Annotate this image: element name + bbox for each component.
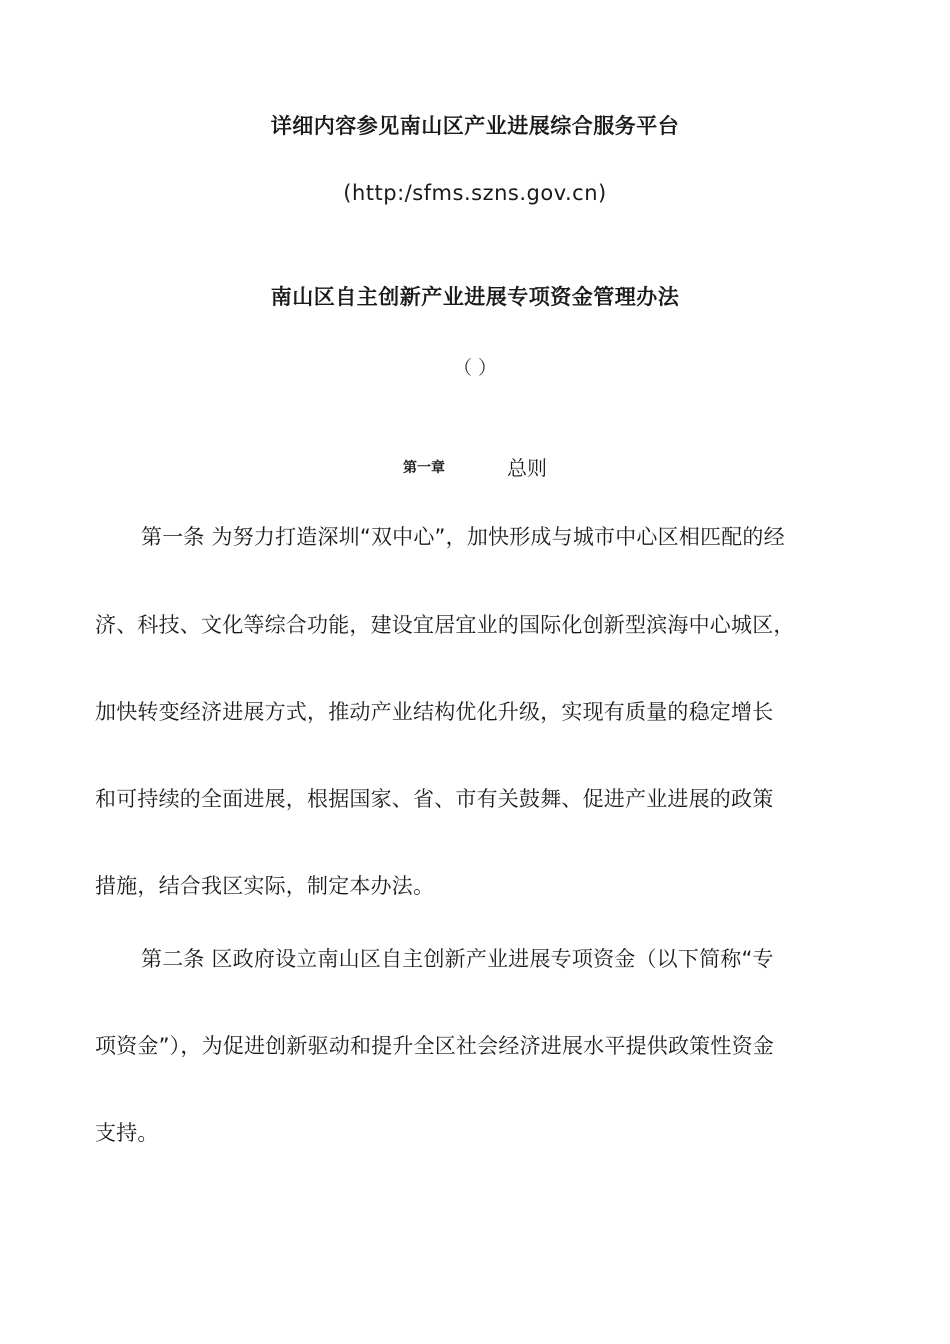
title-parenthesis: （ ） [452, 357, 498, 379]
chapter-name: 总则 [507, 456, 547, 480]
chapter-number: 第一章 [403, 459, 445, 476]
article-1-line: 措施，结合我区实际，制定本办法。 [95, 874, 435, 898]
article-1-line: 济、科技、文化等综合功能，建设宜居宜业的国际化创新型滨海中心城区， [95, 613, 795, 637]
article-2-line: 项资金”），为促进创新驱动和提升全区社会经济进展水平提供政策性资金 [95, 1034, 774, 1058]
document-title: 南山区自主创新产业进展专项资金管理办法 [270, 285, 680, 309]
article-1-line: 加快转变经济进展方式，推动产业结构优化升级，实现有质量的稳定增长 [95, 700, 774, 724]
article-2-line: 支持。 [95, 1121, 159, 1145]
article-1-line: 第一条 为努力打造深圳“双中心”，加快形成与城市中心区相匹配的经 [141, 525, 785, 549]
article-1-line: 和可持续的全面进展，根据国家、省、市有关鼓舞、促进产业进展的政策 [95, 787, 774, 811]
chapter-heading [0, 452, 950, 481]
platform-url: (http:/sfms.szns.gov.cn) [343, 181, 607, 205]
article-2-line: 第二条 区政府设立南山区自主创新产业进展专项资金（以下简称“专 [141, 947, 774, 971]
platform-note: 详细内容参见南山区产业进展综合服务平台 [270, 114, 680, 138]
